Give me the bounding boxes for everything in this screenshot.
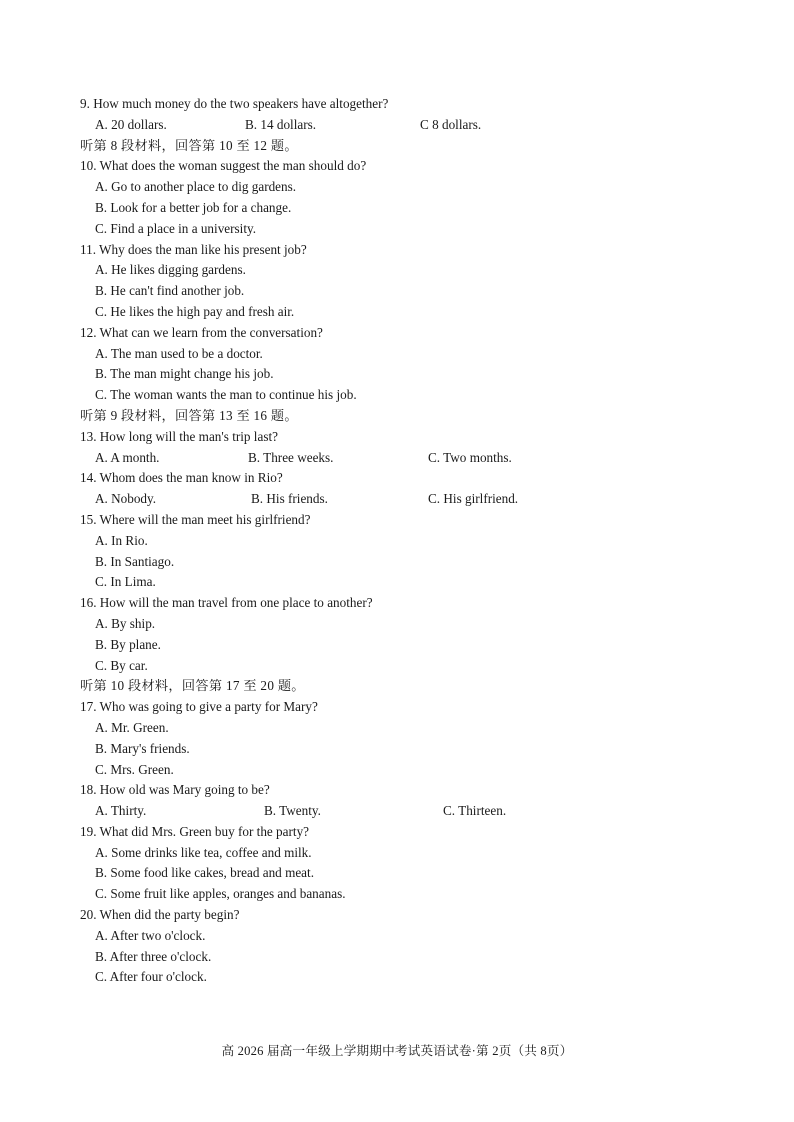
q19-option-c: C. Some fruit like apples, oranges and bananas.	[95, 886, 346, 902]
question-10: 10. What does the woman suggest the man should do?	[80, 158, 367, 174]
q9-option-b: B. 14 dollars.	[245, 116, 317, 132]
q12-option-c: C. The woman wants the man to continue his job.	[95, 387, 357, 403]
page-footer: 高 2026 届高一年级上学期期中考试英语试卷·第 2页（共 8页）	[221, 1044, 573, 1058]
question-17: 17. Who was going to give a party for Mary?	[80, 699, 318, 715]
q17-option-c: C. Mrs. Green.	[95, 761, 174, 777]
question-12: 12. What can we learn from the conversation?	[80, 324, 323, 340]
q20-option-a: A. After two o'clock.	[95, 927, 206, 943]
q14-option-c: C. His girlfriend.	[428, 491, 519, 507]
q19-option-a: A. Some drinks like tea, coffee and milk.	[95, 844, 312, 860]
q14-option-b: B. His friends.	[251, 491, 328, 507]
q16-option-b: B. By plane.	[95, 636, 161, 652]
question-13: 13. How long will the man's trip last?	[80, 428, 278, 444]
q11-option-b: B. He can't find another job.	[95, 283, 245, 299]
q10-option-c: C. Find a place in a university.	[95, 220, 257, 236]
q12-option-b: B. The man might change his job.	[95, 366, 274, 382]
q11-option-a: A. He likes digging gardens.	[95, 262, 246, 278]
question-20: 20. When did the party begin?	[80, 907, 240, 923]
question-18-options	[80, 801, 720, 822]
q15-option-a: A. In Rio.	[95, 532, 148, 548]
q20-option-c: C. After four o'clock.	[95, 969, 207, 985]
question-11: 11. Why does the man like his present job?	[80, 241, 307, 257]
q15-option-c: C. In Lima.	[95, 574, 156, 590]
q13-option-c: C. Two months.	[428, 449, 512, 465]
q20-option-b: B. After three o'clock.	[95, 948, 212, 964]
question-14: 14. Whom does the man know in Rio?	[80, 470, 283, 486]
q10-option-b: B. Look for a better job for a change.	[95, 199, 292, 215]
q17-option-b: B. Mary's friends.	[95, 740, 190, 756]
q10-option-a: A. Go to another place to dig gardens.	[95, 179, 297, 195]
q9-option-a: A. 20 dollars.	[95, 116, 167, 132]
q17-option-a: A. Mr. Green.	[95, 719, 169, 735]
question-16: 16. How will the man travel from one place to another?	[80, 595, 373, 611]
section-9-instruction: 听第 9 段材料，回答第 13 至 16 题。	[80, 407, 298, 423]
q13-option-a: A. A month.	[95, 449, 160, 465]
question-9: 9. How much money do the two speakers have altogether?	[80, 96, 389, 111]
q18-option-c: C. Thirteen.	[443, 803, 507, 819]
q19-option-b: B. Some food like cakes, bread and meat.	[95, 865, 314, 881]
q16-option-a: A. By ship.	[95, 615, 156, 631]
question-9-options	[80, 115, 720, 136]
q14-option-a: A. Nobody.	[95, 491, 157, 507]
question-18: 18. How old was Mary going to be?	[80, 782, 270, 798]
section-8-instruction: 听第 8 段材料，回答第 10 至 12 题。	[80, 137, 298, 153]
q9-option-c: C 8 dollars.	[420, 116, 482, 132]
q16-option-c: C. By car.	[95, 657, 148, 673]
q18-option-b: B. Twenty.	[264, 803, 321, 819]
q18-option-a: A. Thirty.	[95, 803, 147, 819]
question-19: 19. What did Mrs. Green buy for the party?	[80, 823, 310, 839]
question-14-options	[80, 489, 720, 510]
exam-page-body	[80, 94, 720, 988]
section-10-instruction: 听第 10 段材料，回答第 17 至 20 题。	[80, 678, 305, 694]
q12-option-a: A. The man used to be a doctor.	[95, 345, 263, 361]
q15-option-b: B. In Santiago.	[95, 553, 175, 569]
question-15: 15. Where will the man meet his girlfriend?	[80, 511, 311, 527]
question-13-options	[80, 448, 720, 469]
q11-option-c: C. He likes the high pay and fresh air.	[95, 303, 295, 319]
q13-option-b: B. Three weeks.	[248, 449, 334, 465]
